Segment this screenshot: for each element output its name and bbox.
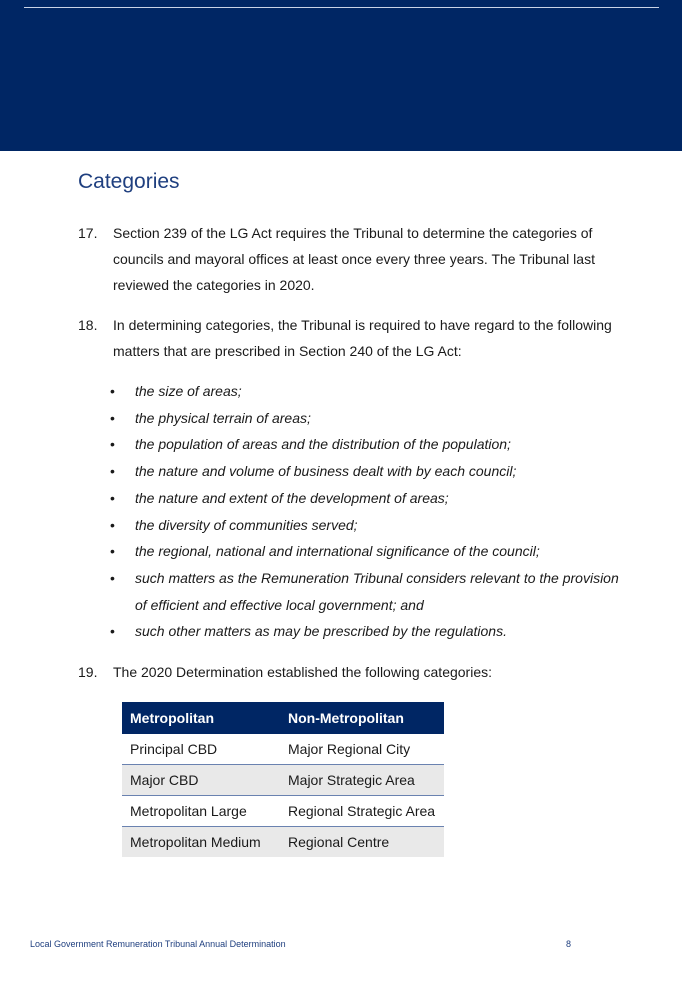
- table-cell: Major Strategic Area: [276, 765, 444, 796]
- list-item: [110, 378, 630, 405]
- bullet-icon: •: [110, 463, 115, 480]
- list-item: [110, 405, 630, 432]
- list-item-text: the population of areas and the distribution of the population;: [135, 436, 511, 453]
- list-item: [110, 431, 630, 458]
- table-row: [122, 734, 444, 765]
- bullet-icon: •: [110, 383, 115, 399]
- bullet-icon: •: [110, 489, 115, 506]
- page-number: 8: [566, 939, 572, 949]
- footer-title: Local Government Remuneration Tribunal Annual Determination: [30, 939, 286, 949]
- list-item-text: the nature and volume of business dealt with by each council;: [135, 463, 517, 480]
- list-item-text: such matters as the Remuneration Tribunal considers relevant to the provision of efficient and effective local government; and: [135, 569, 619, 613]
- table-cell: Regional Centre: [276, 827, 444, 858]
- table-row: [122, 796, 444, 827]
- list-item-text: the physical terrain of areas;: [135, 409, 311, 426]
- list-item-text: the size of areas;: [135, 383, 242, 399]
- list-item-text: the nature and extent of the development of areas;: [135, 489, 449, 506]
- bullet-icon: •: [110, 436, 115, 453]
- header-rule: [24, 7, 659, 8]
- section-title: Categories: [78, 170, 180, 193]
- bullet-icon: •: [110, 516, 115, 533]
- categories-table: [122, 702, 444, 857]
- header-band: [0, 0, 682, 151]
- list-item: [110, 512, 630, 539]
- bullet-icon: •: [110, 409, 115, 426]
- list-item: [110, 565, 630, 618]
- paragraph-text: In determining categories, the Tribunal is required to have regard to the following matters that are prescribed in Section 240 of the LG Act:: [113, 317, 612, 359]
- paragraph-18: [78, 312, 618, 364]
- table-cell: Metropolitan Large: [122, 796, 276, 827]
- paragraph-text: The 2020 Determination established the following categories:: [113, 664, 493, 680]
- paragraph-17: [78, 220, 618, 298]
- table-cell: Principal CBD: [122, 734, 276, 765]
- bullet-icon: •: [110, 543, 115, 560]
- column-header-metropolitan: Metropolitan: [122, 702, 276, 734]
- table-cell: Regional Strategic Area: [276, 796, 444, 827]
- list-item: [110, 485, 630, 512]
- table-row: [122, 827, 444, 858]
- bullet-icon: •: [110, 569, 115, 586]
- paragraph-number: 17.: [78, 225, 98, 241]
- table-cell: Metropolitan Medium: [122, 827, 276, 858]
- list-item: [110, 618, 630, 645]
- paragraph-number: 19.: [78, 664, 98, 680]
- paragraph-number: 18.: [78, 317, 98, 333]
- table-header-row: [122, 702, 444, 734]
- table-cell: Major Regional City: [276, 734, 444, 765]
- matters-list: [110, 378, 630, 645]
- paragraph-text: Section 239 of the LG Act requires the Tribunal to determine the categories of councils and mayoral offices at least once every three years. The Tribunal last reviewed the categories in 2020.: [113, 225, 595, 293]
- paragraph-19: [78, 659, 618, 685]
- column-header-non-metropolitan: Non-Metropolitan: [276, 702, 444, 734]
- bullet-icon: •: [110, 623, 115, 640]
- table-row: [122, 765, 444, 796]
- list-item: [110, 538, 630, 565]
- table-cell: Major CBD: [122, 765, 276, 796]
- list-item-text: the regional, national and international significance of the council;: [135, 543, 540, 560]
- list-item-text: the diversity of communities served;: [135, 516, 358, 533]
- list-item-text: such other matters as may be prescribed by the regulations.: [135, 623, 507, 640]
- list-item: [110, 458, 630, 485]
